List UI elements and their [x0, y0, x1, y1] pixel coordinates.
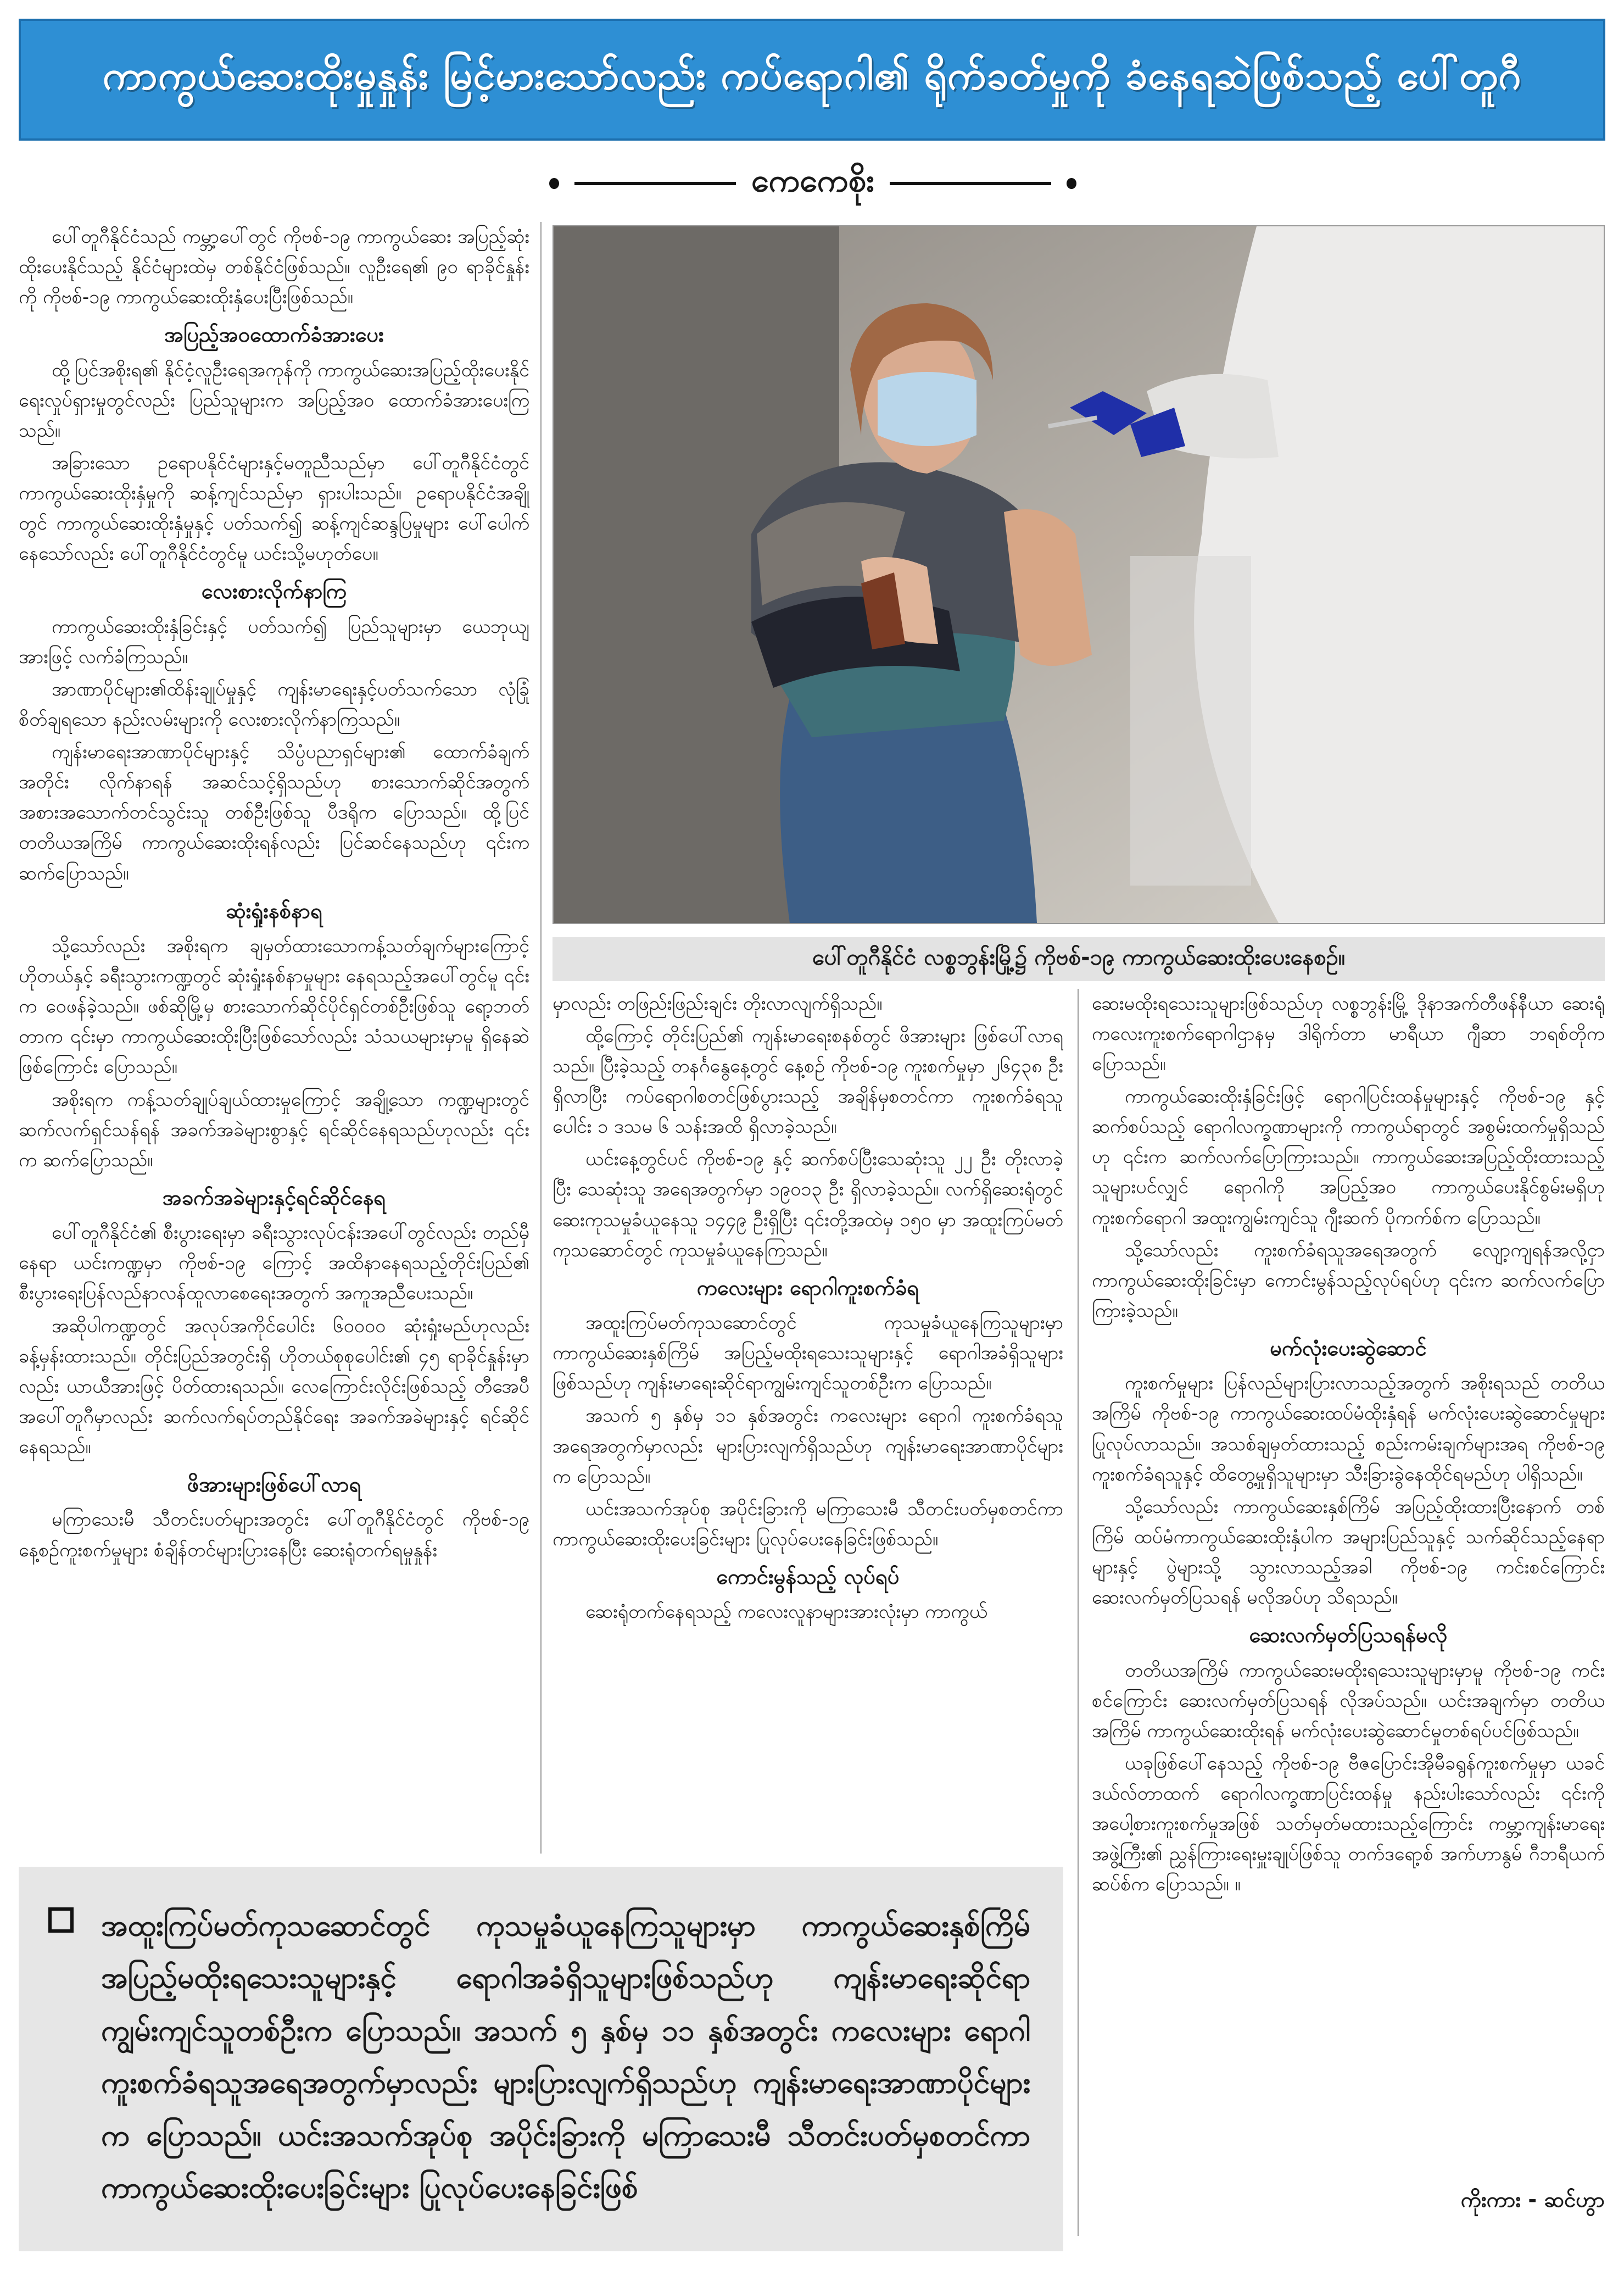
byline-right-dot — [1067, 178, 1076, 189]
article-paragraph: မကြာသေးမီ သီတင်းပတ်များအတွင်း ပေါ်တူဂီနိုင်ငံတွင် ကိုဗစ်-၁၉ နေ့စဉ်ကူးစက်မှုများ စံချိန်တင်များပြားနေပြီး ဆေးရုံတက်ရမှုနှုန်း — [19, 1509, 529, 1561]
byline-right-rule — [890, 182, 1051, 185]
article-paragraph: မှာလည်း တဖြည်းဖြည်းချင်း တိုးလာလျက်ရှိသည်။ — [553, 993, 883, 1015]
article-paragraph: ဆေးရုံတက်နေရသည့် ကလေးလူနာများအားလုံးမှာ ကာကွယ် — [585, 1601, 987, 1623]
section-heading: အပြည့်အဝထောက်ခံအားပေး — [164, 322, 384, 347]
section-heading: မက်လုံးပေးဆွဲဆောင် — [1270, 1335, 1427, 1360]
column-divider-1 — [540, 222, 542, 1854]
article-paragraph: အစိုးရက ကန့်သတ်ချုပ်ချယ်ထားမှုကြောင့် အချို့သော ကဏ္ဍများတွင် ဆက်လက်ရှင်သန်ရန် အခက်အခဲများစွာနှင့် ရင်ဆိုင်နေရသည်ဟုလည်း ၎င်းက ဆက်ပြောသည်။ — [19, 1088, 529, 1171]
article-paragraph: ကာကွယ်ဆေးထိုးနှံခြင်းဖြင့် ရောဂါပြင်းထန်မှုများနှင့် ကိုဗစ်-၁၉ နှင့်ဆက်စပ်သည့် ရောဂါလက္ခဏာများကို ကာကွယ်ရာတွင် အစွမ်းထက်မှုရှိသည်ဟု ၎င်းက ဆက်လက်ပြောကြားသည်။ ကာကွယ်ဆေးအပြည့်ထိုးထားသည့်သူများပင်လျှင် ရောဂါကို အပြည့်အဝ ကာကွယ်ပေးနိုင်စွမ်းမရှိဟု ကူးစက်ရောဂါ အထူးကျွမ်းကျင်သူ ဂျီးဆက် ပိုကက်စ်က ပြောသည်။ — [1092, 1086, 1605, 1229]
author-name: ကေကေစိုး — [751, 161, 874, 199]
article-column-2 — [553, 989, 1063, 1846]
byline-left-dot — [549, 178, 559, 189]
section-heading: လေးစားလိုက်နာကြ — [201, 579, 347, 604]
article-paragraph: ပေါ်တူဂီနိုင်ငံ၏ စီးပွားရေးမှာ ခရီးသွားလုပ်ငန်းအပေါ်တွင်လည်း တည်မှီနေရာ ယင်းကဏ္ဍမှာ ကိုဗစ်-၁၉ ကြောင့် အထိနာနေရသည့်တိုင်းပြည်၏ စီးပွားရေးပြန်လည်နာလန်ထူလာစေရေးအတွက် အကူအညီပေးသည်။ — [19, 1222, 529, 1305]
byline — [549, 160, 1076, 207]
article-paragraph: ပေါ်တူဂီနိုင်ငံသည် ကမ္ဘာ့ပေါ်တွင် ကိုဗစ်-၁၉ ကာကွယ်ဆေး အပြည့်ဆုံးထိုးပေးနိုင်သည့် နိုင်ငံများထဲမှ တစ်နိုင်ငံဖြစ်သည်။ လူဦးရေ၏ ၉၀ ရာခိုင်နှုန်းကို ကိုဗစ်-၁၉ ကာကွယ်ဆေးထိုးနှံပေးပြီးဖြစ်သည်။ — [19, 226, 529, 309]
article-paragraph: ထို့ကြောင့် တိုင်းပြည်၏ ကျန်းမာရေးစနစ်တွင် ဖိအားများ ဖြစ်ပေါ်လာရသည်။ ပြီးခဲ့သည့် တနင်္ဂနွေနေ့တွင် နေ့စဉ် ကိုဗစ်-၁၉ ကူးစက်မှုမှာ ၂၆၄၃၈ ဦးရှိလာပြီး ကပ်ရောဂါစတင်ဖြစ်ပွားသည့် အချိန်မှစတင်ကာ ကူးစက်ခံရသူပေါင်း ၁ ဒသမ ၆ သန်းအထိ ရှိလာခဲ့သည်။ — [553, 1025, 1063, 1138]
section-heading: ကလေးများ ရောဂါကူးစက်ခံရ — [696, 1275, 919, 1300]
article-paragraph: ဆေးမထိုးရသေးသူများဖြစ်သည်ဟု လစ္စဘွန်းမြို့ ဒိုနာအက်တီဖန်နီယာ ဆေးရုံ ကလေးကူးစက်ရောဂါဌာနမှ ဒါရိုက်တာ မာရီယာ ဂျီဆာ ဘရစ်တိုက ပြောသည်။ — [1092, 993, 1605, 1076]
article-paragraph: အသက် ၅ နှစ်မှ ၁၁ နှစ်အတွင်း ကလေးများ ရောဂါ ကူးစက်ခံရသူအရေအတွက်မှာလည်း များပြားလျက်ရှိသည်ဟု ကျန်းမာရေးအာဏာပိုင်များက ပြောသည်။ — [553, 1405, 1063, 1488]
source-credit: ကိုးကား - ဆင်ဟွာ — [1460, 2188, 1605, 2212]
vaccination-illustration — [554, 226, 1604, 923]
article-column-3 — [1092, 989, 1605, 2225]
article-paragraph: ကူးစက်မှုများ ပြန်လည်များပြားလာသည့်အတွက် အစိုးရသည် တတိယအကြိမ် ကိုဗစ်-၁၉ ကာကွယ်ဆေးထပ်မံထိုးနှံရန် မက်လုံးပေးဆွဲဆောင်မှုများ ပြုလုပ်လာသည်။ အသစ်ချမှတ်ထားသည့် စည်းကမ်းချက်များအရ ကိုဗစ်-၁၉ ကူးစက်ခံရသူနှင့် ထိတွေ့မှုရှိသူများမှာ သီးခြားခွဲနေထိုင်ရမည်ဟု ပါရှိသည်။ — [1092, 1372, 1605, 1485]
pull-quote-text: အထူးကြပ်မတ်ကုသဆောင်တွင် ကုသမှုခံယူနေကြသူများမှာ ကာကွယ်ဆေးနှစ်ကြိမ် အပြည့်မထိုးရသေးသူများနှင့် ရောဂါအခံရှိသူများဖြစ်သည်ဟု ကျန်းမာရေးဆိုင်ရာ ကျွမ်းကျင်သူတစ်ဦးက ပြောသည်။ အသက် ၅ နှစ်မှ ၁၁ နှစ်အတွင်း ကလေးများ ရောဂါ ကူးစက်ခံရသူအရေအတွက်မှာလည်း များပြားလျက်ရှိသည်ဟု ကျန်းမာရေးအာဏာပိုင်များက ပြောသည်။ ယင်းအသက်အုပ်စု အပိုင်းခြားကို မကြာသေးမီ သီတင်းပတ်မှစတင်ကာ ကာကွယ်ဆေးထိုးပေးခြင်းများ ပြုလုပ်ပေးနေခြင်းဖြစ် — [101, 1909, 1030, 2205]
article-paragraph: ယခုဖြစ်ပေါ်နေသည့် ကိုဗစ်-၁၉ ဗီဇပြောင်းအိုမီခရွန်ကူးစက်မှုမှာ ယခင်ဒယ်လ်တာထက် ရောဂါလက္ခဏာပြင်းထန်မှု နည်းပါးသော်လည်း ၎င်းကို အပေါ့စားကူးစက်မှုအဖြစ် သတ်မှတ်မထားသည့်ကြောင်း ကမ္ဘာ့ကျန်းမာရေးအဖွဲ့ကြီး၏ ညွှန်ကြားရေးမှူးချုပ်ဖြစ်သူ တက်ဒရော့စ် အက်ဟာနွမ် ဂီဘရီယက်ဆပ်စ်က ပြောသည်။ ။ — [1092, 1752, 1605, 1896]
article-paragraph: အာဏာပိုင်များ၏ထိန်းချုပ်မှုနှင့် ကျန်းမာရေးနှင့်ပတ်သက်သော လုံခြုံစိတ်ချရသော နည်းလမ်းများကို လေးစားလိုက်နာကြသည်။ — [19, 678, 529, 731]
section-heading: ဆေးလက်မှတ်ပြသရန်မလို — [1249, 1623, 1448, 1648]
column-3-body — [1092, 989, 1605, 1900]
article-paragraph: သို့သော်လည်း ကာကွယ်ဆေးနှစ်ကြိမ် အပြည့်ထိုးထားပြီးနောက် တစ်ကြိမ် ထပ်မံကာကွယ်ဆေးထိုးနှံပါက အများပြည်သူနှင့် သက်ဆိုင်သည့်နေရာများနှင့် ပွဲများသို့ သွားလာသည့်အခါ ကိုဗစ်-၁၉ ကင်းစင်ကြောင်း ဆေးလက်မှတ်ပြသရန် မလိုအပ်ဟု သိရသည်။ — [1092, 1495, 1605, 1609]
article-paragraph: သို့သော်လည်း ကူးစက်ခံရသူအရေအတွက် လျော့ကျရန်အလို့ငှာ ကာကွယ်ဆေးထိုးခြင်းမှာ ကောင်းမွန်သည့်လုပ်ရပ်ဟု ၎င်းက ဆက်လက်ပြောကြားခဲ့သည်။ — [1092, 1239, 1605, 1322]
article-paragraph: အထူးကြပ်မတ်ကုသဆောင်တွင် ကုသမှုခံယူနေကြသူများမှာ ကာကွယ်ဆေးနှစ်ကြိမ် အပြည့်မထိုးရသေးသူများနှင့် ရောဂါအခံရှိသူများဖြစ်သည်ဟု ကျန်းမာရေးဆိုင်ရာကျွမ်းကျင်သူတစ်ဦးက ပြောသည်။ — [553, 1312, 1063, 1395]
vaccination-photo — [553, 225, 1605, 924]
pull-quote-box — [19, 1867, 1063, 2251]
section-heading: အခက်အခဲများနှင့်ရင်ဆိုင်နေရ — [162, 1185, 386, 1210]
column-divider-2 — [1078, 989, 1079, 2236]
section-heading: ကောင်းမွန်သည့် လုပ်ရပ် — [716, 1564, 900, 1589]
article-column-1 — [19, 222, 529, 1980]
article-paragraph: ယင်းအသက်အုပ်စု အပိုင်းခြားကို မကြာသေးမီ သီတင်းပတ်မှစတင်ကာ ကာကွယ်ဆေးထိုးပေးခြင်းများ ပြုလုပ်ပေးနေခြင်းဖြစ်သည်။ — [553, 1498, 1063, 1550]
article-paragraph: တတိယအကြိမ် ကာကွယ်ဆေးမထိုးရသေးသူများမှာမူ ကိုဗစ်-၁၉ ကင်းစင်ကြောင်း ဆေးလက်မှတ်ပြသရန် လိုအပ်သည်။ ယင်းအချက်မှာ တတိယအကြိမ် ကာကွယ်ဆေးထိုးရန် မက်လုံးပေးဆွဲဆောင်မှုတစ်ရပ်ပင်ဖြစ်သည်။ — [1092, 1659, 1605, 1742]
section-heading: ဆုံးရှုံးနစ်နာရ — [225, 898, 322, 923]
headline: ကာကွယ်ဆေးထိုးမှုနှုန်း မြင့်မားသော်လည်း ကပ်ရောဂါ၏ ရိုက်ခတ်မှုကို ခံနေရဆဲဖြစ်သည့် ပေါ်တူဂီ — [102, 52, 1522, 98]
article-paragraph: အခြားသော ဥရောပနိုင်ငံများနှင့်မတူညီသည်မှာ ပေါ်တူဂီနိုင်ငံတွင် ကာကွယ်ဆေးထိုးနှံမှုကို ဆန့်ကျင်သည်မှာ ရှားပါးသည်။ ဥရောပနိုင်ငံအချို့တွင် ကာကွယ်ဆေးထိုးနှံမှုနှင့် ပတ်သက်၍ ဆန့်ကျင်ဆန္ဒပြမှုများ ပေါ်ပေါက်နေသော်လည်း ပေါ်တူဂီနိုင်ငံတွင်မူ ယင်းသို့မဟုတ်ပေ။ — [19, 452, 529, 565]
article-paragraph: သို့သော်လည်း အစိုးရက ချမှတ်ထားသောကန့်သတ်ချက်များကြောင့် ဟိုတယ်နှင့် ခရီးသွားကဏ္ဍတွင် ဆုံးရှုံးနစ်နာမှုများ နေရသည့်အပေါ်တွင်မူ ၎င်းက ဝေဖန်ခဲ့သည်။ ဖစ်ဆိုမြို့မှ စားသောက်ဆိုင်ပိုင်ရှင်တစ်ဦးဖြစ်သူ ရော့ဘတ်တာက ၎င်းမှာ ကာကွယ်ဆေးထိုးပြီးဖြစ်သော်လည်း သံသယများမှာမူ ရှိနေဆဲဖြစ်ကြောင်း ပြောသည်။ — [19, 935, 529, 1078]
article-paragraph: အဆိုပါကဏ္ဍတွင် အလုပ်အကိုင်ပေါင်း ၆၀၀၀၀ ဆုံးရှုံးမည်ဟုလည်း ခန့်မှန်းထားသည်။ တိုင်းပြည်အတွင်းရှိ ဟိုတယ်စုစုပေါင်း၏ ၄၅ ရာခိုင်နှုန်းမှာလည်း ယာယီအားဖြင့် ပိတ်ထားရသည်။ လေကြောင်းလိုင်းဖြစ်သည့် တီအေပီအပေါ်တူဂီမှာလည်း ဆက်လက်ရပ်တည်နိုင်ရေး အခက်အခဲများနှင့် ရင်ဆိုင်နေရသည်။ — [19, 1315, 529, 1458]
article-paragraph: ယင်းနေ့တွင်ပင် ကိုဗစ်-၁၉ နှင့် ဆက်စပ်ပြီးသေဆုံးသူ ၂၂ ဦး တိုးလာခဲ့ပြီး သေဆုံးသူ အရေအတွက်မှာ ၁၉၀၁၃ ဦး ရှိလာခဲ့သည်။ လက်ရှိဆေးရုံတွင် ဆေးကုသမှုခံယူနေသူ ၁၄၄၉ ဦးရှိပြီး ၎င်းတို့အထဲမှ ၁၅၀ မှာ အထူးကြပ်မတ်ကုသဆောင်တွင် ကုသမှုခံယူနေကြသည်။ — [553, 1148, 1063, 1261]
checkbox-bullet-icon — [48, 1907, 74, 1933]
article-paragraph: ကာကွယ်ဆေးထိုးနှံခြင်းနှင့် ပတ်သက်၍ ပြည်သူများမှာ ယေဘုယျအားဖြင့် လက်ခံကြသည်။ — [19, 615, 529, 668]
headline-banner — [19, 19, 1605, 141]
section-heading: ဖိအားများဖြစ်ပေါ်လာရ — [187, 1472, 361, 1496]
article-paragraph: ထို့ပြင်အစိုးရ၏ နိုင်ငံ့လူဦးရေအကုန်ကို ကာကွယ်ဆေးအပြည့်ထိုးပေးနိုင်ရေးလှုပ်ရှားမှုတွင်လည်း ပြည်သူများက အပြည့်အဝ ထောက်ခံအားပေးကြသည်။ — [19, 359, 529, 442]
photo-caption: ပေါ်တူဂီနိုင်ငံ လစ္စဘွန်းမြို့၌ ကိုဗစ်-၁၉ ကာကွယ်ဆေးထိုးပေးနေစဉ်။ — [553, 937, 1605, 981]
article-paragraph: ကျန်းမာရေးအာဏာပိုင်များနှင့် သိပ္ပံပညာရှင်များ၏ ထောက်ခံချက်အတိုင်း လိုက်နာရန် အဆင်သင့်ရှိသည်ဟု စားသောက်ဆိုင်အတွက် အစားအသောက်တင်သွင်းသူ တစ်ဦးဖြစ်သူ ပီဒရိုက ပြောသည်။ ထို့ပြင် တတိယအကြိမ် ကာကွယ်ဆေးထိုးရန်လည်း ပြင်ဆင်နေသည်ဟု ၎င်းက ဆက်ပြောသည်။ — [19, 741, 529, 884]
byline-left-rule — [574, 182, 736, 185]
